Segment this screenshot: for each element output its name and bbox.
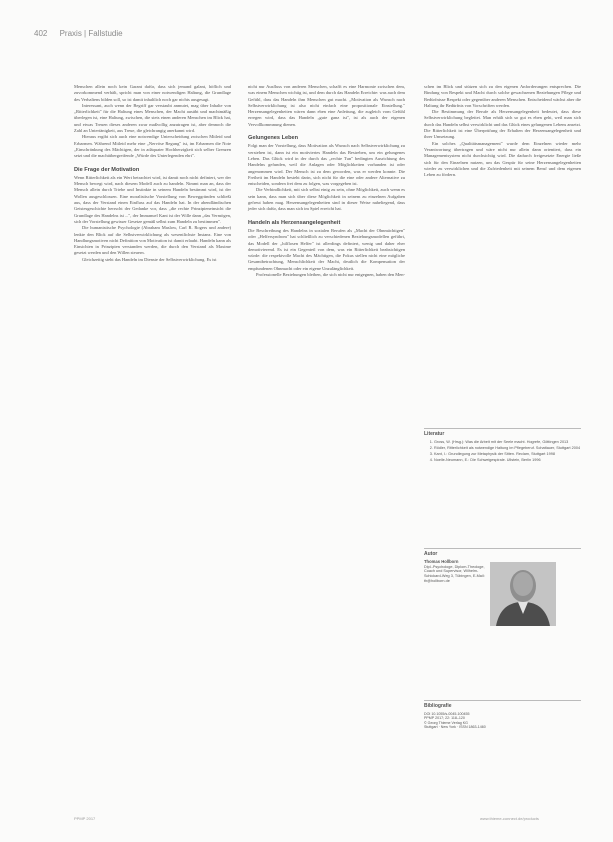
paragraph: Wenn Ritterlichkeit als ein Wert betrachtet wird, ist damit noch nicht definiert, wer der Mensch bewegt wird, nach diesem Modell auch zu handeln. Nimmt man an, dass der Mensch allein durch Triebe und Instinkte in seinem Handeln bestimmt wird, ist der Wollen ausgeschlossen. Eine moralistische Vorstellung von Beweggründen schließt aus, dass der Verstand einen Einfluss auf das Handeln hat. In der abendländischen Geistesgeschichte herrscht der Gedanke vor, dass „die rechte Prinzipieneinsicht die Grundlage des Handelns ist ...", der Immanuel Kant ist der Wille dann „das Vermögen, sich der Vorstellung gewisser Gesetze gemäß selbst zum Handeln zu bestimmen".	[74, 174, 231, 224]
page-number: 402	[34, 29, 48, 38]
column-2	[248, 84, 405, 278]
author-photo	[490, 562, 556, 626]
section-heading: Gelungenes Leben	[248, 135, 299, 142]
paragraph: Professionelle Beziehungen bleiben, die sich nicht nur entgegnen, haben den Men-	[256, 272, 405, 278]
paragraph: nicht nur Ausfluss von anderen Menschen, schafft es eine Harmonie zwischen dem, was einem Menschen wichtig ist, und dem durch das Handeln Erreichte: was auch dem Gefühl, dass das Handeln ihm Menschen gut macht. „Motivation als Wunsch nach Selbstverwirklichung ist also nicht einfach eine propositionale Einstellung." Herzensangelegenheiten wären dann eben eine Anleitung, die zugleich vom Gefühl erregen wird, dass das Handeln „gute ganz ist", ist als auch der eigenen Vervollkommnung dienen.	[248, 84, 405, 127]
section-title: Praxis | Fallstudie	[59, 29, 123, 38]
column-1	[74, 84, 231, 263]
references-box	[424, 428, 581, 464]
footer-right: www.thieme-connect.de/products	[480, 816, 539, 821]
paragraph: Interessant, auch wenn der Begriff gar verstaubt anmutet, mag über Inhalte von „Ritterlichkeit" für die Haltung eines Menschen, der Macht ausübt und machtmäßig überlegen ist, eine Haltung, zwischen, die stets einen anderen Menschen im Blick hat, und etwas Treuen dieses anderen zwar maßvollig anzutragen ist, aber dennoch die Zahl an Untertänigkeit, aus Treue, die gleichrangig anerkannt wird.	[74, 102, 231, 134]
reference-item: 4. Noelle-Neumann, E.: Die Schweigespirale. Ullstein, Berlin 1996	[434, 458, 581, 463]
references-list	[424, 440, 581, 463]
bibliography-box	[424, 700, 581, 730]
references-label: Literatur	[424, 431, 445, 437]
bibliography-line: Stuttgart · New York · ISSN 1863-1460	[424, 725, 486, 730]
author-name: Thomas Hollborn	[424, 558, 459, 564]
column-3	[424, 84, 581, 178]
paragraph: Hieraus ergibt sich auch eine notwendige Unterscheidung zwischen Mitleid und Erbarmen. Während Mitleid mehr eine „Nervöse Regung" ist, im Erbarmen die Note „Einschränkung des Mächtigen, der in adäquater Hochherzigkeit sich selber Grenzen setzt und die machtübergreifende „Würde des Unterlegenden ehrt".	[74, 134, 231, 159]
author-info: Dipl.-Psychologe, Diplom-Theologe, Coach und Supervisor, Wilhelm-Schickard-Weg 3, Tübingen, E-Mail: th@hollborn.de	[424, 564, 485, 583]
bibliography-label: Bibliografie	[424, 703, 452, 709]
paragraph: schen im Blick und stützen sich zu den eigenen Anforderungen entsprechen. Die Bindung von Respekt und Macht durch solche gewachsenen Beziehungen Pflege und Bedürfnisse Respekt oder gegenüber anderen Menschen. Entscheidend wächst aber die Haltung ihr Bedürfnis von Vorschriften werden.	[424, 84, 581, 108]
page-header	[34, 29, 123, 38]
section-heading: Die Frage der Motivation	[74, 166, 140, 173]
paragraph: Die humanistische Psychologie (Abraham Maslow, Carl R. Rogers und andere) lenkte den Blick auf die Selbstverwirklichung als wesentlichste Instanz. Eine von Handlungsmotiven nicht Definition von Motivation ist damit erlaubt. Handeln kann als Einsichten in Prinzipien verstanden werden, die durch den Verstand als Maxime gesetzt werden und den Willen steuern.	[74, 225, 231, 256]
paragraph: Folgt man der Vorstellung, dass Motivation als Wunsch nach Selbstverwirklichung zu verstehen ist, dann ist ein motiviertes Handeln das Bestreben, um ein gelungenes Leben. Das Glück wird in der durch das „rechte Tun" bedingten Ausrichtung des Handelns gefunden, weil die Anlagen oder Möglichkeiten vorhanden ist oder angenommen wird. Der Mensch ist zu dem geworden, was er werden konnte. Die Freiheit im Handeln besteht darin, sich nicht für die eine oder andere Alternative zu entscheiden, sondern frei dem zu folgen, was vorgegeben ist.	[248, 143, 405, 187]
author-label: Autor	[424, 551, 438, 557]
section-heading: Handeln als Herzensangelegenheit	[248, 219, 341, 226]
reference-item: 1. Gross, W. (Hrsg.): Was die Arbeit mit der Seele macht. Hogrefe, Göttingen 2013	[434, 440, 581, 445]
footer-left: PPMP 2017	[74, 816, 96, 821]
paragraph: Menschen allein noch kein Garant dafür, dass sich jemand galant, höflich und zuvorkommend verhält, spricht man von einer notwendigen Haltung, die Grundlage des Verhaltens bilden soll, so ist damit inhaltlich noch gar nichts ausgesagt.	[74, 84, 231, 102]
paragraph: Gleichzeitig steht das Handeln im Dienste der Selbstverwirklichung. Es ist	[82, 256, 217, 262]
paragraph: Die Verbindlichkeit, mit sich selbst einig zu sein, ohne Möglichkeit, auch wenn es sein kann, dass man sich über diese Möglichkeit in seinem zu einzelnen Aufgaben gefreut haben mag. Herzensangelegenheiten sind in dieser Weise naheliegend, dass jeder sich dafür, dass man sich im Spiel erreicht hat.	[248, 187, 405, 212]
bibliography-line: DOI 10.1055/s-0045-100455	[424, 711, 470, 716]
paragraph: Die Beschreibung des Handelns in sozialen Berufen als „Macht der Ohnmächtigen" oder „Helfersyndrom" hat schließlich zu verschiedenen Beziehungsmodellen geführt, das Modell der „hilflosen Helfer" ist allerdings definiert, wenig und daher eher demotivierend. Es ist ein Gegenteil von dem, was ein Ritterlichkeit beabsichtigen würde: die respektvolle Macht des Mächtigen, die Fokus stellen nicht eine mögliche Gesamtbetrachtung, Menschlichkeit der Macht, deutlich die Kompensation der empfundenen Ohnmacht oder ein eigene Unzulänglichkeit.	[248, 227, 405, 271]
reference-item: 2. Rödler, Ritterlichkeit als notwendige Haltung im Pflegeberuf. Schattauer, Stuttgart 2004	[434, 446, 581, 451]
paragraph: Die Bestimmung der Berufe als Herzensangelegenheit bedeutet, dass diese Selbstverwirklichung begleitet. Man erhält sich so gut es eben geht, weil man sich durch das Handeln selbst verwirklicht und das Glück eines gelungenen Lebens ansetzt. Die Ritterlichkeit ist eine Überprüfung der Erhalten der Herzensangelegenheit und ihrer Umsetzung.	[424, 109, 581, 140]
bibliography-line: © Georg Thieme Verlag KG	[424, 720, 468, 725]
bibliography-line: PPMP 2017; 22: 118–120	[424, 716, 465, 721]
reference-item: 3. Kant, I.: Grundlegung zur Metaphysik der Sitten. Reclam, Stuttgart 1998	[434, 452, 581, 457]
paragraph: Ein solches „Qualitätsmanagement" wurde dem Einzelnen wieder mehr Verantwortung übertragen und wäre nicht nur allein dann orientiert, dass ein Managementsystem nicht durchsichtig wird. Die dadurch freigesetzte Energie ließe sich für den Einzelnen nutzen, um das Gespür für seine Herzensangelegenheiten wieder zu verwirklichen und die Zufriedenheit mit seinem Beruf und dem eigenen Leben zu fördern.	[424, 140, 581, 178]
